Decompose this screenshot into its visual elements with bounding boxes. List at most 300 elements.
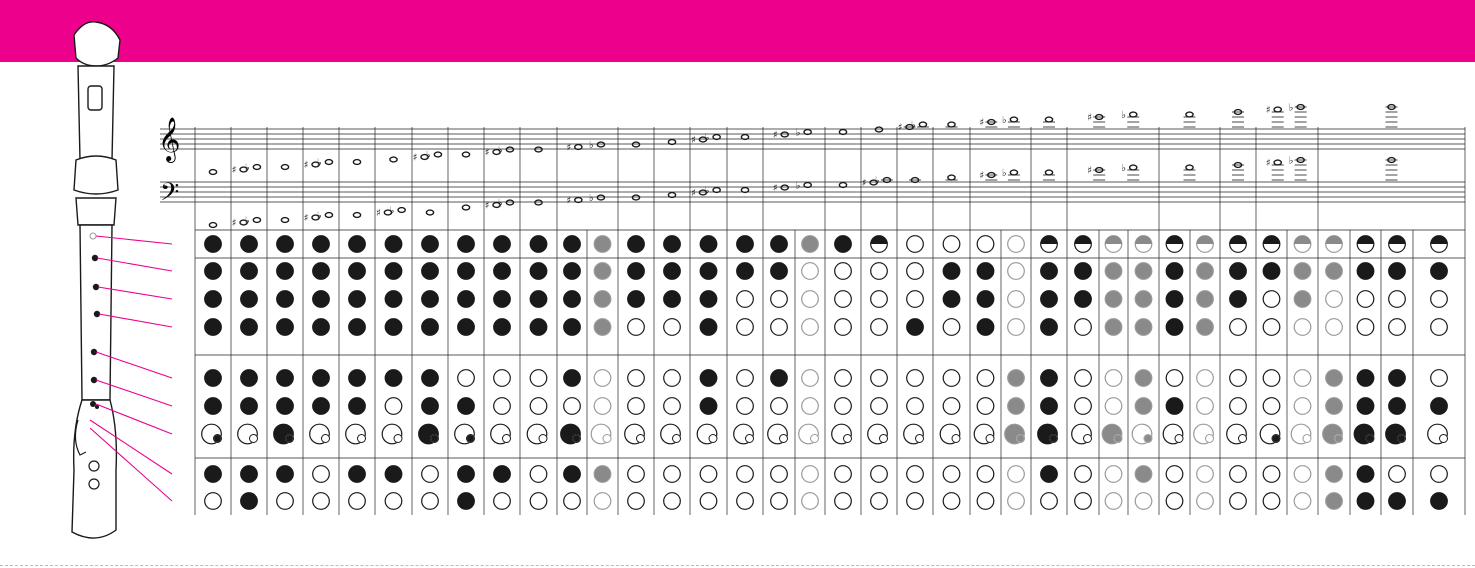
finger-hole xyxy=(907,263,924,280)
treble-note xyxy=(597,142,604,147)
finger-hole xyxy=(385,236,402,253)
finger-hole xyxy=(349,236,366,253)
finger-hole xyxy=(1041,466,1058,483)
finger-hole xyxy=(458,466,475,483)
finger-hole xyxy=(1075,370,1092,387)
finger-hole xyxy=(700,319,717,336)
finger-hole xyxy=(1075,291,1092,308)
finger-hole xyxy=(1389,319,1406,336)
treble-accidental: ♭ xyxy=(910,120,916,131)
treble-note xyxy=(632,142,639,147)
bass-note xyxy=(1274,160,1281,165)
finger-hole xyxy=(313,466,330,483)
finger-hole xyxy=(277,236,294,253)
bass-clef: 𝄢 xyxy=(160,178,180,213)
bass-note xyxy=(1010,170,1017,175)
finger-hole xyxy=(1105,291,1122,308)
finger-hole xyxy=(1326,493,1343,510)
finger-hole xyxy=(802,291,819,308)
finger-hole xyxy=(277,319,294,336)
finger-hole xyxy=(737,370,754,387)
finger-hole xyxy=(700,398,717,415)
finger-hole xyxy=(494,291,511,308)
finger-hole xyxy=(1431,263,1448,280)
finger-hole xyxy=(664,370,681,387)
finger-hole xyxy=(1135,319,1152,336)
finger-hole xyxy=(1166,370,1183,387)
finger-hole xyxy=(241,370,258,387)
finger-hole xyxy=(1008,398,1025,415)
finger-hole xyxy=(700,370,717,387)
finger-hole xyxy=(349,291,366,308)
finger-hole-half xyxy=(1389,236,1406,244)
treble-accidental: ♭ xyxy=(795,127,801,139)
finger-hole xyxy=(1135,466,1152,483)
finger-hole xyxy=(1008,291,1025,308)
finger-hole xyxy=(664,493,681,510)
finger-hole xyxy=(205,398,222,415)
finger-hole xyxy=(313,398,330,415)
treble-note xyxy=(1010,117,1017,122)
treble-accidental: ♯ xyxy=(566,142,572,154)
finger-hole xyxy=(1008,263,1025,280)
finger-hole xyxy=(594,398,611,415)
finger-hole xyxy=(1230,319,1247,336)
finger-hole xyxy=(385,319,402,336)
treble-accidental: ♯ xyxy=(897,122,903,134)
finger-hole xyxy=(907,291,924,308)
finger-hole xyxy=(977,493,994,510)
finger-hole xyxy=(564,291,581,308)
treble-accidental: ♭ xyxy=(1288,102,1294,114)
finger-hole xyxy=(205,370,222,387)
finger-hole xyxy=(349,493,366,510)
finger-hole xyxy=(1389,291,1406,308)
bass-accidental: ♭ xyxy=(1121,163,1126,174)
bass-accidental: ♯ xyxy=(690,188,696,199)
finger-hole xyxy=(530,319,547,336)
bass-accidental: ♯ xyxy=(566,195,572,207)
finger-hole xyxy=(205,319,222,336)
finger-hole xyxy=(871,370,888,387)
bass-note xyxy=(462,205,469,210)
finger-hole xyxy=(385,398,402,415)
finger-hole xyxy=(802,263,819,280)
finger-hole xyxy=(1294,319,1311,336)
finger-hole xyxy=(385,263,402,280)
finger-hole xyxy=(458,291,475,308)
treble-note xyxy=(462,152,469,157)
finger-hole xyxy=(494,370,511,387)
finger-hole xyxy=(802,319,819,336)
finger-hole xyxy=(1357,263,1374,280)
finger-hole xyxy=(977,291,994,308)
finger-hole xyxy=(1230,263,1247,280)
finger-hole xyxy=(1357,370,1374,387)
finger-hole xyxy=(458,398,475,415)
finger-hole xyxy=(628,493,645,510)
bass-accidental: ♭ xyxy=(1288,155,1294,167)
finger-hole xyxy=(564,398,581,415)
treble-note xyxy=(506,147,513,152)
finger-hole xyxy=(349,370,366,387)
finger-hole xyxy=(1041,398,1058,415)
finger-hole xyxy=(422,398,439,415)
finger-hole xyxy=(1197,466,1214,483)
finger-hole xyxy=(1197,398,1214,415)
finger-hole xyxy=(835,466,852,483)
finger-hole xyxy=(594,291,611,308)
finger-hole xyxy=(977,466,994,483)
treble-accidental: ♯ xyxy=(1087,112,1093,124)
finger-hole xyxy=(1294,466,1311,483)
finger-hole xyxy=(737,466,754,483)
finger-hole xyxy=(530,291,547,308)
finger-hole xyxy=(1075,319,1092,336)
finger-hole xyxy=(1263,370,1280,387)
finger-hole xyxy=(1230,493,1247,510)
finger-hole xyxy=(564,370,581,387)
finger-hole xyxy=(628,319,645,336)
bass-note xyxy=(1045,170,1052,175)
finger-hole-half xyxy=(1263,236,1280,244)
finger-hole-half xyxy=(1075,236,1092,244)
finger-hole-half xyxy=(1294,236,1311,244)
finger-hole xyxy=(458,263,475,280)
finger-hole xyxy=(943,291,960,308)
finger-hole xyxy=(1389,493,1406,510)
finger-hole xyxy=(385,370,402,387)
finger-hole xyxy=(1357,466,1374,483)
treble-accidental: ♯ xyxy=(690,135,696,146)
finger-hole xyxy=(771,493,788,510)
finger-hole xyxy=(1294,493,1311,510)
finger-hole xyxy=(277,466,294,483)
finger-hole xyxy=(1357,398,1374,415)
finger-hole xyxy=(907,319,924,336)
finger-hole xyxy=(943,263,960,280)
bass-note xyxy=(209,223,216,228)
finger-hole xyxy=(1008,370,1025,387)
finger-hole xyxy=(313,493,330,510)
finger-hole xyxy=(385,291,402,308)
finger-hole xyxy=(1135,291,1152,308)
finger-hole xyxy=(1357,493,1374,510)
finger-hole xyxy=(835,370,852,387)
finger-hole xyxy=(422,319,439,336)
treble-note xyxy=(353,160,360,165)
treble-accidental: ♯ xyxy=(303,160,309,171)
finger-hole xyxy=(458,236,475,253)
finger-hole xyxy=(771,263,788,280)
bass-note xyxy=(281,218,288,223)
finger-hole xyxy=(1263,493,1280,510)
finger-hole xyxy=(907,398,924,415)
finger-hole xyxy=(205,236,222,253)
finger-hole xyxy=(241,319,258,336)
finger-hole xyxy=(349,263,366,280)
finger-hole xyxy=(1135,398,1152,415)
finger-hole xyxy=(871,466,888,483)
finger-hole xyxy=(277,370,294,387)
treble-note xyxy=(1186,112,1193,117)
finger-hole xyxy=(205,493,222,510)
bass-note xyxy=(781,185,788,190)
finger-hole xyxy=(1105,263,1122,280)
finger-hole xyxy=(737,493,754,510)
finger-hole xyxy=(1135,493,1152,510)
finger-hole xyxy=(1389,263,1406,280)
treble-accidental: ♭ xyxy=(704,132,710,144)
bass-note xyxy=(948,175,955,180)
finger-hole xyxy=(422,370,439,387)
finger-hole xyxy=(1326,398,1343,415)
finger-hole xyxy=(802,370,819,387)
bass-accidental: ♭ xyxy=(389,205,395,217)
treble-accidental: ♯ xyxy=(412,152,418,164)
bass-note xyxy=(398,208,405,213)
finger-hole xyxy=(628,263,645,280)
finger-hole xyxy=(1075,398,1092,415)
bass-accidental: ♭ xyxy=(244,215,250,227)
finger-hole xyxy=(530,370,547,387)
bass-accidental: ♭ xyxy=(704,185,710,197)
bass-note xyxy=(535,200,542,205)
treble-note xyxy=(281,165,288,170)
recorder-joint2 xyxy=(76,198,116,225)
finger-hole xyxy=(835,291,852,308)
bass-accidental: ♭ xyxy=(316,210,322,222)
finger-hole xyxy=(700,263,717,280)
finger-hole xyxy=(530,466,547,483)
finger-hole xyxy=(835,263,852,280)
bass-note xyxy=(253,218,260,223)
finger-hole-half xyxy=(1431,236,1448,244)
treble-note xyxy=(781,132,788,137)
finger-hole xyxy=(494,466,511,483)
finger-hole xyxy=(1357,291,1374,308)
treble-note xyxy=(919,122,926,127)
finger-hole xyxy=(1075,263,1092,280)
finger-hole-half xyxy=(1166,236,1183,244)
finger-hole xyxy=(802,493,819,510)
finger-hole xyxy=(943,236,960,253)
finger-hole-half xyxy=(1041,236,1058,244)
finger-hole xyxy=(422,263,439,280)
finger-hole xyxy=(594,370,611,387)
finger-hole xyxy=(1263,319,1280,336)
finger-hole xyxy=(1135,263,1152,280)
finger-hole xyxy=(1389,398,1406,415)
finger-hole xyxy=(1357,319,1374,336)
finger-hole xyxy=(835,493,852,510)
treble-note xyxy=(209,170,216,175)
recorder-window xyxy=(88,86,102,110)
finger-hole xyxy=(1326,263,1343,280)
bass-accidental: ♯ xyxy=(772,183,778,194)
finger-hole xyxy=(835,236,852,253)
finger-hole xyxy=(628,466,645,483)
finger-hole xyxy=(771,466,788,483)
treble-note xyxy=(535,147,542,152)
finger-hole xyxy=(1041,319,1058,336)
finger-hole xyxy=(628,370,645,387)
treble-note xyxy=(948,122,955,127)
finger-hole xyxy=(700,466,717,483)
finger-hole xyxy=(458,319,475,336)
recorder-joint xyxy=(74,156,118,194)
treble-note xyxy=(390,157,397,162)
bass-accidental: ♯ xyxy=(303,213,309,224)
finger-hole xyxy=(943,398,960,415)
recorder-hole xyxy=(95,405,99,409)
finger-hole xyxy=(564,263,581,280)
finger-hole xyxy=(594,466,611,483)
finger-hole xyxy=(871,291,888,308)
finger-hole xyxy=(700,236,717,253)
finger-hole xyxy=(943,319,960,336)
finger-hole xyxy=(771,236,788,253)
finger-hole xyxy=(1105,370,1122,387)
finger-hole xyxy=(664,236,681,253)
treble-accidental: ♯ xyxy=(231,165,237,176)
finger-hole xyxy=(1431,370,1448,387)
finger-hole-half xyxy=(1357,236,1374,244)
finger-hole xyxy=(422,291,439,308)
finger-hole xyxy=(1197,493,1214,510)
finger-hole xyxy=(422,466,439,483)
finger-hole xyxy=(1230,466,1247,483)
finger-hole xyxy=(530,493,547,510)
finger-hole xyxy=(1166,319,1183,336)
finger-hole xyxy=(564,493,581,510)
finger-hole xyxy=(628,291,645,308)
finger-hole xyxy=(1326,319,1343,336)
finger-hole xyxy=(737,263,754,280)
finger-hole xyxy=(594,263,611,280)
finger-hole xyxy=(1230,398,1247,415)
finger-hole xyxy=(1263,466,1280,483)
finger-hole xyxy=(458,370,475,387)
finger-hole xyxy=(737,291,754,308)
finger-hole xyxy=(1041,263,1058,280)
bass-note xyxy=(353,213,360,218)
finger-hole xyxy=(385,466,402,483)
bass-accidental: ♭ xyxy=(588,193,594,204)
finger-hole xyxy=(422,236,439,253)
treble-accidental: ♭ xyxy=(425,150,431,161)
finger-hole xyxy=(241,291,258,308)
finger-hole xyxy=(1105,493,1122,510)
finger-hole xyxy=(530,263,547,280)
finger-hole-half xyxy=(1135,236,1152,244)
finger-hole xyxy=(1294,291,1311,308)
finger-hole xyxy=(313,263,330,280)
finger-hole xyxy=(1197,370,1214,387)
bass-accidental: ♭ xyxy=(1001,168,1007,179)
bass-accidental: ♯ xyxy=(1265,158,1271,169)
finger-hole xyxy=(1041,370,1058,387)
treble-accidental: ♭ xyxy=(588,140,594,151)
finger-hole-half xyxy=(1105,236,1122,244)
treble-accidental: ♭ xyxy=(316,157,322,169)
finger-hole xyxy=(1326,466,1343,483)
bass-note xyxy=(632,195,639,200)
finger-hole xyxy=(871,319,888,336)
finger-hole xyxy=(313,370,330,387)
finger-hole xyxy=(771,370,788,387)
bass-accidental: ♯ xyxy=(231,218,237,229)
finger-hole xyxy=(277,291,294,308)
finger-hole xyxy=(313,291,330,308)
finger-hole xyxy=(907,493,924,510)
treble-note xyxy=(253,165,260,170)
bass-accidental: ♭ xyxy=(795,180,801,192)
treble-accidental: ♯ xyxy=(484,147,490,159)
treble-accidental: ♭ xyxy=(1121,110,1126,121)
finger-hole xyxy=(241,493,258,510)
finger-hole xyxy=(664,291,681,308)
finger-hole xyxy=(700,493,717,510)
finger-hole xyxy=(313,236,330,253)
finger-hole xyxy=(494,319,511,336)
finger-hole xyxy=(241,236,258,253)
finger-hole xyxy=(1041,291,1058,308)
finger-hole xyxy=(771,291,788,308)
finger-hole xyxy=(1135,370,1152,387)
finger-hole xyxy=(494,236,511,253)
finger-hole xyxy=(205,466,222,483)
finger-hole xyxy=(737,398,754,415)
fingering-holes xyxy=(202,236,1448,510)
treble-note xyxy=(325,160,332,165)
finger-hole xyxy=(802,236,819,253)
recorder-head xyxy=(78,66,114,160)
finger-hole xyxy=(1230,370,1247,387)
finger-hole xyxy=(1294,370,1311,387)
finger-hole-half xyxy=(1230,236,1247,244)
finger-hole xyxy=(494,493,511,510)
finger-hole xyxy=(1431,398,1448,415)
treble-accidental: ♯ xyxy=(1265,105,1271,116)
finger-hole xyxy=(594,493,611,510)
finger-hole xyxy=(277,398,294,415)
bass-accidental: ♯ xyxy=(375,208,381,219)
staff-notes xyxy=(209,103,1397,230)
finger-hole xyxy=(1431,493,1448,510)
finger-hole xyxy=(564,466,581,483)
finger-hole xyxy=(1105,466,1122,483)
finger-hole xyxy=(943,493,960,510)
finger-hole xyxy=(802,466,819,483)
finger-hole xyxy=(1263,398,1280,415)
finger-hole xyxy=(1008,466,1025,483)
finger-hole xyxy=(1166,263,1183,280)
finger-hole xyxy=(494,263,511,280)
finger-hole-half xyxy=(871,236,888,244)
finger-hole xyxy=(1075,493,1092,510)
finger-hole-half xyxy=(1197,236,1214,244)
finger-hole xyxy=(907,466,924,483)
finger-hole xyxy=(277,263,294,280)
bass-accidental: ♯ xyxy=(979,170,985,182)
recorder-key xyxy=(89,479,99,489)
finger-hole xyxy=(871,493,888,510)
finger-hole xyxy=(1197,291,1214,308)
bass-accidental: ♭ xyxy=(497,198,503,209)
finger-hole xyxy=(494,398,511,415)
treble-note xyxy=(1045,117,1052,122)
